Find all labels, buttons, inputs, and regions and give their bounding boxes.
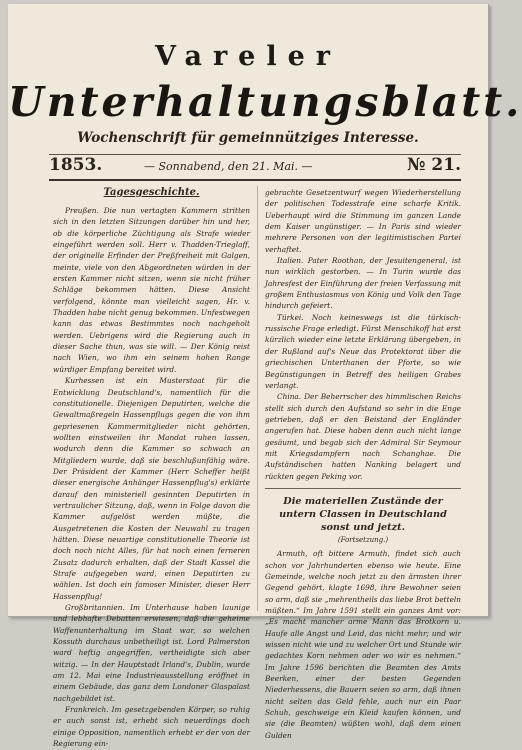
article-title: Die materiellen Zustände der untern Classen in Deutschland sonst und jetzt. xyxy=(279,495,447,533)
left-column xyxy=(53,187,250,750)
paragraph-britain: Großbritannien. Im Unterhause haben launige und lebhafte Debatten erwiesen, daß die geheime Waffenunterhaltung im Staat war, so welchen Kossuth durchaus unbetheiligt ist. Lord Palmerston ward heftig angegriffen, vertheidigte sich aber witzig. — In der Hauptstadt Irland's, Dublin, wurde am 12. Mai eine Industrieausstellung eröffnet in einem Gebäude, das ganz dem Londoner Glaspalast nachgebildet ist. xyxy=(53,603,250,703)
paragraph-kurhessen: Kurhessen ist ein Musterstaat für die Entwicklung Deutschland's, namentlich für die constitutionelle. Diejenigen Deputirten, welche die Gewaltmaßregeln Hassenpflugs gegen die von ihm gepriesenen Kammermitglieder nicht gehörten, wollten einstweilen ihr Mandat ruhen lassen, wodurch denn die Kammer so schwach an Mitgliedern wurde, daß sie beschlußunfähig wäre. Der Präsident der Kammer (Herr Scheffer heißt dieser energische Anhänger Hassenpflug's) erklärte darauf den ministeriell gesinnten Deputirten in vertraulicher Sitzung, daß, wenn in Folge davon die Kammer aufgelöst werden müßte, die Ausgetretenen die Kosten der Neuwahl zu tragen hätten. Diese neuartige constitutionelle Theorie ist doch noch nicht Alles, für hat noch einen ferneren Zusatz dadurch erhalten, daß der Stadt Kassel die Strafe aufgegeben ward, einen Deputirten zu wählen. Ist doch ein famoser Minister, dieser Herr Hassenpflug! xyxy=(53,376,250,601)
column-divider xyxy=(257,186,258,611)
title-top: Vareler xyxy=(154,41,342,72)
issue-date: — Sonnabend, den 21. Mai. — xyxy=(144,160,313,173)
paragraph-france: Frankreich. Im gesetzgebenden Körper, so ruhig er auch sonst ist, erhebt sich neuerdings doch einige Opposition, namentlich erhebt er der von der Regierung ein- xyxy=(53,705,250,749)
masthead-bar xyxy=(49,154,461,181)
right-column xyxy=(265,187,461,741)
paragraph-turkey: Türkei. Noch keineswegs ist die türkisch-russische Frage erledigt. Fürst Menschikoff hat erst kürzlich wieder eine letzte Erklärung übergeben, in der Rußland auf's Neue das Protektorat über die griechischen Unterthanen der Pforte, so wie Begünstigungen in Betreff des heiligen Grabes verlangt. xyxy=(265,312,461,390)
paragraph-prussia: Preußen. Die nun vertagten Kammern stritten sich in den letzten Sitzungen darüber hin und her, ob die körperliche Züchtigung als Strafe wieder eingeführt werden soll. Herr v. Thadden-Trieglaff, der originelle Erfinder der Preßfreiheit mit Galgen, meinte, viele von den Abgeordneten würden in der ersten Kammer nicht sitzen, wenn sie nicht früher Schläge bekommen hätten. Diese Ansicht verfolgend, könnte man vielleicht sagen, Hr. v. Thadden habe nicht genug bekommen. Unfestwegen kann das etwas Bestimmtes noch nachgeholt werden. Uebrigens wird die Regierung auch in dieser Sache thun, was sie will. — Der König reist nach Wien, wo ihm ein seinem hohen Range würdiger Empfang bereitet wird. xyxy=(53,206,250,374)
paragraph-article: Armuth, oft bittere Armuth, findet sich auch schon vor Jahrhunderten ebenso wie heute. Eine Gemeinde, welche noch jetzt zu den ärmsten ihrer Gegend gehört, klagte 1698, ihre Bewohner seien so arm, daß sie „mehrentheils das liebe Brot betteln müßten.“ Im Jahre 1591 stellt ein ganzes Amt vor: „Es macht mancher arme Mann das Brotkorn u. Haufe alle Angst und Leid, das nicht mehr; und wir wissen nicht wie und zu welcher Ort und Stunde wir gedachtes Korn nehmen oder wo wir es nehmen.“ Im Jahre 1596 berichten die Beamten des Amts Beerken, einer der besten Gegenden Niederhessens, die Bauern seien so arm, daß ihnen nicht selten das Geld fehle, auch nur ein Paar Schuh, geschweige ein Kleid kaufen können, und sie (die Beamten) wüßten wohl, daß dem einen Gulden xyxy=(265,549,461,740)
issue-number: № 21. xyxy=(407,155,461,175)
title-main: Unterhaltungsblatt. xyxy=(8,78,522,126)
subtitle: Wochenschrift für gemeinnütziges Interesse. xyxy=(77,130,419,146)
paragraph-china: China. Der Beherrscher des himmlischen Reichs stellt sich durch den Aufstand so sehr in die Enge getrieben, daß er den Beistand der Engländer angerufen hat. Diese haben denn auch nicht lange gesäumt, und begab sich der Admiral Sir Seymour mit Kriegsdampfern nach Schanghae. Die Aufständischen hatten Nanking belagert und rückten gegen Peking vor. xyxy=(265,392,461,481)
issue-year: 1853. xyxy=(49,155,103,175)
paragraph-italy: Italien. Pater Roothan, der Jesuitengeneral, ist nun wirklich gestorben. — In Turin wurde das Jahresfest der Einführung der freien Verfassung mit großem Enthusiasmus von König und Volk den Tage hindurch gefeiert. xyxy=(265,256,461,311)
article-rule xyxy=(265,488,461,489)
paragraph-france-cont: gebrachte Gesetzentwurf wegen Wiederherstellung der politischen Todesstrafe eine scharfe Kritik. Ueberhaupt wird die Stimmung im ganzen Lande dem Kaiser ungünstiger. — In Paris sind wieder mehrere Personen von der legitimistischen Partei verhaftet. xyxy=(265,188,461,254)
section-heading: Tagesgeschichte. xyxy=(103,187,200,198)
article-note: (Fortsetzung.) xyxy=(337,535,389,544)
newspaper-page xyxy=(8,4,522,749)
